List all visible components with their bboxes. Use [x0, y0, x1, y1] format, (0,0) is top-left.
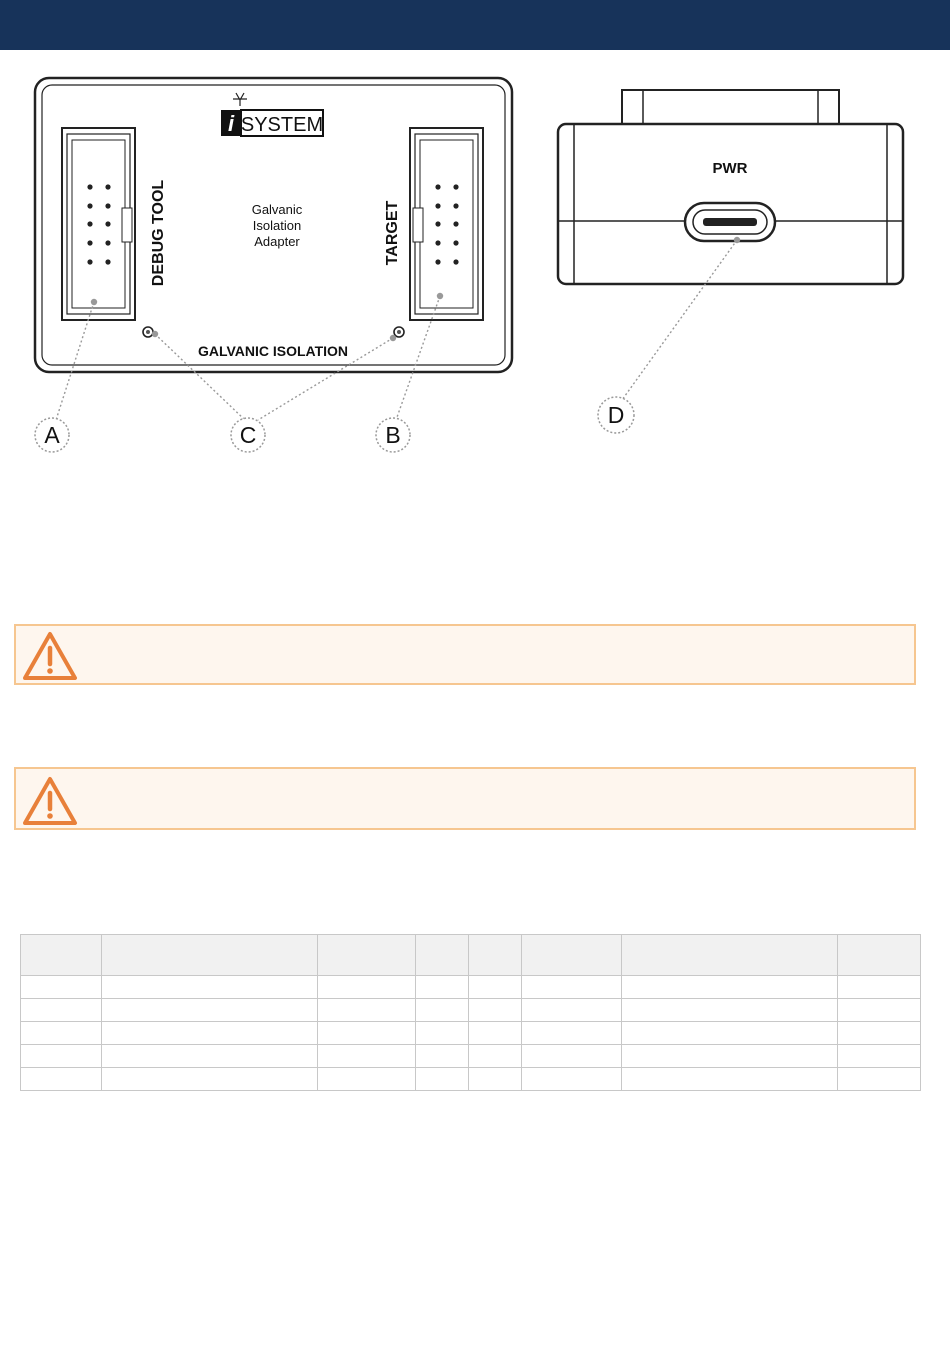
table-cell — [469, 1022, 522, 1045]
warning-triangle-icon — [22, 630, 78, 682]
table-header-cell — [415, 935, 469, 976]
table-cell — [622, 1045, 838, 1068]
table-cell — [21, 976, 102, 999]
galvanic-isolation-label: GALVANIC ISOLATION — [197, 343, 349, 359]
table-header-cell — [317, 935, 415, 976]
warning-box-1 — [14, 624, 916, 685]
table-cell — [415, 1068, 469, 1091]
table-cell — [838, 1068, 921, 1091]
table-row — [21, 999, 921, 1022]
table-row — [21, 1068, 921, 1091]
table-cell — [101, 976, 317, 999]
front-view — [35, 78, 512, 372]
table-cell — [101, 1068, 317, 1091]
table-cell — [317, 1068, 415, 1091]
table-cell — [622, 1068, 838, 1091]
table-cell — [415, 1022, 469, 1045]
debug-tool-connector — [62, 128, 135, 320]
table-cell — [21, 999, 102, 1022]
table-header-row — [21, 935, 921, 976]
table-cell — [622, 1022, 838, 1045]
target-connector — [410, 128, 483, 320]
table-cell — [522, 1068, 622, 1091]
table-cell — [838, 1045, 921, 1068]
table-header-cell — [522, 935, 622, 976]
table-header-cell — [101, 935, 317, 976]
table-row — [21, 1022, 921, 1045]
callout-b-label: B — [385, 422, 401, 448]
callout-a — [35, 418, 69, 452]
table-cell — [838, 976, 921, 999]
table-cell — [317, 1022, 415, 1045]
product-diagram — [0, 60, 950, 460]
table-row — [21, 976, 921, 999]
side-view — [558, 90, 903, 284]
debug-tool-label: DEBUG TOOL — [150, 179, 167, 287]
product-name-line-1: Galvanic — [251, 202, 303, 217]
table-cell — [469, 999, 522, 1022]
callout-c — [231, 418, 265, 452]
table-cell — [317, 1045, 415, 1068]
table-cell — [101, 1022, 317, 1045]
callout-b — [376, 418, 410, 452]
table-cell — [622, 976, 838, 999]
brand-prefix: i — [227, 111, 235, 136]
table-cell — [415, 999, 469, 1022]
target-label: TARGET — [384, 200, 401, 266]
callout-c-label: C — [239, 422, 257, 448]
table-cell — [101, 999, 317, 1022]
table-row — [21, 1045, 921, 1068]
table-header-cell — [21, 935, 102, 976]
warning-triangle-icon — [22, 775, 78, 827]
table-cell — [21, 1045, 102, 1068]
table-cell — [838, 999, 921, 1022]
table-cell — [522, 1045, 622, 1068]
table-header-cell — [469, 935, 522, 976]
table-cell — [21, 1068, 102, 1091]
table-cell — [317, 976, 415, 999]
table-cell — [522, 976, 622, 999]
usb-c-port — [685, 203, 775, 241]
header-bar — [0, 0, 950, 50]
table-cell — [622, 999, 838, 1022]
callout-d-label: D — [607, 402, 625, 428]
table-cell — [522, 1022, 622, 1045]
callout-d — [598, 397, 634, 433]
table-cell — [522, 999, 622, 1022]
table-cell — [101, 1045, 317, 1068]
product-name-line-3: Adapter — [254, 234, 300, 249]
warning-box-2 — [14, 767, 916, 830]
table-cell — [415, 1045, 469, 1068]
table-cell — [469, 976, 522, 999]
table-cell — [415, 976, 469, 999]
table-cell — [469, 1068, 522, 1091]
brand-name: SYSTEM — [240, 114, 324, 136]
table-header-cell — [622, 935, 838, 976]
table-cell — [317, 999, 415, 1022]
table-header-cell — [838, 935, 921, 976]
table-cell — [838, 1022, 921, 1045]
table-cell — [21, 1022, 102, 1045]
table-cell — [469, 1045, 522, 1068]
product-name-line-2: Isolation — [252, 218, 302, 233]
specification-table — [20, 934, 921, 1091]
callout-a-label: A — [44, 422, 60, 448]
pwr-label: PWR — [712, 160, 748, 177]
